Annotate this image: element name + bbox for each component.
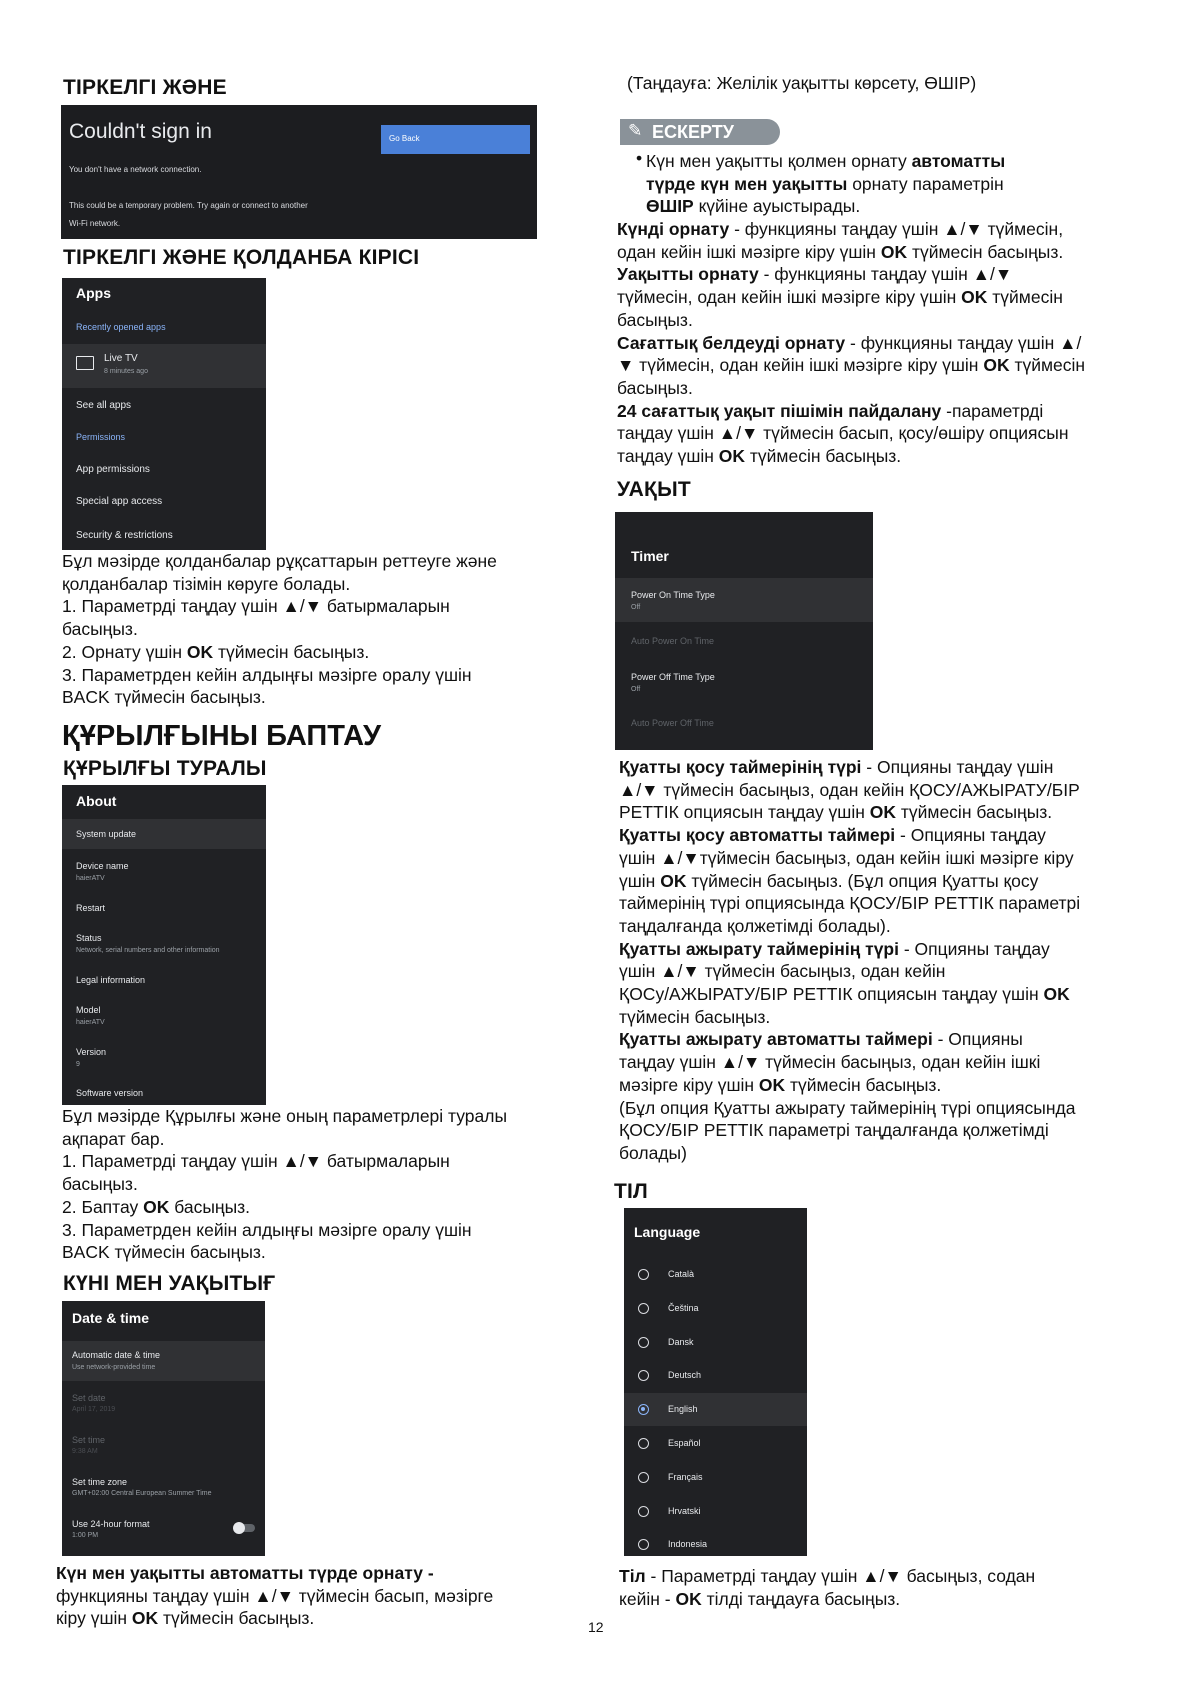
options-line: (Таңдауға: Желілік уақытты көрсету, ӨШІР) — [627, 73, 977, 93]
apps-text-3: 1. Параметрді таңдау үшін ▲/▼ батырмаларын — [62, 596, 450, 617]
dt-text-bold: Күн мен уақытты автоматты түрде орнату - — [56, 1563, 434, 1583]
about-title: About — [76, 793, 117, 809]
h24-1: -параметрді — [941, 400, 1044, 421]
t3-line-4: түймесін басыңыз. — [619, 1006, 771, 1027]
heading-account-apps: ТІРКЕЛГІ ЖӘНЕ ҚОЛДАНБА КІРІСІ — [63, 246, 420, 269]
apps-app-permissions[interactable]: App permissions — [76, 464, 150, 475]
tz-2-post: түймесін — [1009, 355, 1086, 376]
dt-auto-sub: Use network-provided time — [72, 1364, 156, 1371]
page-number: 12 — [588, 1619, 604, 1635]
signin-line2: This could be a temporary problem. Try again or connect to another — [69, 201, 308, 210]
t3-b: Қуатты ажырату таймерінің түрі — [619, 938, 899, 959]
heading-timer: УАҚЫТ — [617, 478, 691, 501]
signin-line1: You don't have a network connection. — [69, 165, 202, 174]
apps-step-3a: 3. Параметрден кейін алдыңғы мәзірге оралу үшін — [62, 664, 472, 685]
lang-item[interactable] — [624, 1495, 807, 1528]
tz-line-3: басыңыз. — [617, 377, 693, 398]
about-system-update: System update — [76, 829, 137, 839]
t3-line-3 — [619, 983, 1179, 1006]
about-screenshot — [62, 785, 266, 1105]
t2-line-2: үшін ▲/▼түймесін басыңыз, одан кейін ішкі мәзірге кіру — [619, 847, 1074, 868]
t4-line-3 — [619, 1074, 1179, 1097]
go-back-button[interactable] — [381, 125, 530, 154]
dt-set-date-sub: April 17, 2019 — [72, 1406, 116, 1413]
t4-b: Қуатты ажырату автоматты таймері — [619, 1029, 933, 1050]
radio-unchecked-icon[interactable] — [638, 1337, 649, 1348]
about-step2-pre: 2. Баптау — [62, 1196, 144, 1217]
t3-1: - Опцияны таңдау — [898, 938, 1050, 959]
about-status[interactable]: Status — [76, 933, 102, 943]
radio-unchecked-icon[interactable] — [638, 1438, 649, 1449]
apps-step2-post: түймесін басыңыз. — [213, 641, 370, 662]
note-tag — [620, 119, 780, 145]
lang-item-label: Deutsch — [668, 1370, 702, 1381]
apps-description — [62, 550, 562, 709]
settime-2-post: түймесін — [987, 287, 1063, 308]
ok-1: OK — [880, 241, 908, 262]
timer-pon-type: Power On Time Type — [631, 590, 715, 600]
dt-title: Date & time — [72, 1310, 150, 1326]
t1-3-post: түймесін басыңыз. — [896, 802, 1053, 823]
dt-text3-ok: OK — [131, 1608, 159, 1629]
setdate-line-1 — [617, 218, 1177, 241]
t1-line-3 — [619, 801, 1179, 824]
ok-7: OK — [1043, 984, 1070, 1005]
lang-item[interactable] — [624, 1258, 807, 1291]
note-line-2 — [646, 173, 1146, 196]
apps-text-1: Бұл мәзірде қолданбалар рұқсаттарын реттеуге және — [62, 551, 497, 571]
t4-line-6: болады) — [619, 1142, 687, 1163]
toggle-knob — [233, 1522, 245, 1534]
t4-3-pre: мәзірге кіру үшін — [619, 1074, 759, 1095]
ok-8: OK — [758, 1074, 786, 1095]
lang-line-2 — [619, 1588, 1179, 1611]
apps-live-tv-sub: 8 minutes ago — [104, 368, 148, 375]
timer-pon-type-sub: Off — [631, 604, 641, 611]
t4-line-1 — [619, 1028, 1179, 1051]
t2-3-pre: үшін — [619, 870, 661, 891]
lang-item[interactable] — [624, 1427, 807, 1460]
datetime-description — [56, 1562, 566, 1630]
dt-set-date: Set date — [72, 1393, 106, 1403]
heading-account: ТІРКЕЛГІ ЖӘНЕ — [63, 76, 227, 99]
tv-icon — [76, 356, 94, 370]
dt-text-3 — [56, 1607, 566, 1630]
t1-line-2: ▲/▼ түймесін басыңыз, одан кейін ҚОСУ/АЖЫРАТУ/БІР — [619, 779, 1080, 800]
about-status-sub: Network, serial numbers and other information — [76, 947, 220, 954]
datetime-screenshot — [62, 1301, 265, 1556]
apps-security[interactable]: Security & restrictions — [76, 530, 173, 541]
lang-item-label: Français — [668, 1471, 703, 1482]
apps-title: Apps — [76, 285, 111, 301]
t4-1: - Опцияны — [932, 1029, 1023, 1050]
timer-auto-poff: Auto Power Off Time — [631, 718, 714, 728]
dt-text3-pre: кіру үшін — [56, 1608, 132, 1629]
t4-line-2: таңдау үшін ▲/▼ түймесін басыңыз, одан кейін ішкі — [619, 1052, 1041, 1073]
t4-line-4: (Бұл опция Қуатты ажырату таймерінің түрі опциясында — [619, 1097, 1076, 1118]
apps-step2-pre: 2. Орнату үшін — [62, 641, 187, 662]
setdate-b: Күнді орнату — [617, 219, 730, 239]
tz-b: Сағаттық белдеуді орнату — [617, 332, 846, 353]
bullet-icon: • — [636, 148, 643, 168]
about-device-name[interactable]: Device name — [76, 861, 129, 871]
radio-unchecked-icon[interactable] — [638, 1303, 649, 1314]
tz-line-2 — [617, 354, 1177, 377]
settime-line-3: басыңыз. — [617, 309, 693, 330]
radio-unchecked-icon[interactable] — [638, 1472, 649, 1483]
lang-1: - Параметрді таңдау үшін ▲/▼ басыңыз, содан — [645, 1566, 1036, 1586]
pencil-icon: ✎ — [628, 121, 643, 140]
note-mid: орнату параметрін — [847, 173, 1004, 194]
t1-line-1 — [619, 756, 1179, 779]
lang-line-1 — [619, 1565, 1179, 1588]
lang-item-label: Indonesia — [668, 1539, 708, 1550]
note-b1: автоматты — [911, 151, 1006, 171]
note-post: күйіне ауыстырады. — [693, 196, 861, 217]
t4-3-post: түймесін басыңыз. — [785, 1074, 942, 1095]
about-text-4: басыңыз. — [62, 1174, 138, 1195]
lang-item[interactable] — [624, 1292, 807, 1325]
timer-description — [619, 756, 1179, 1165]
t3-line-2: үшін ▲/▼ түймесін басыңыз, одан кейін — [619, 961, 946, 982]
radio-unchecked-icon[interactable] — [638, 1539, 649, 1550]
lang-title: Language — [634, 1224, 701, 1240]
timer-poff-type-sub: Off — [631, 686, 641, 693]
radio-unchecked-icon[interactable] — [638, 1370, 649, 1381]
about-step2-post: басыңыз. — [169, 1196, 251, 1217]
language-description — [619, 1565, 1179, 1610]
lang-b: Тіл — [619, 1566, 646, 1586]
datetime-options-text — [617, 218, 1177, 468]
dt-text3-post: түймесін басыңыз. — [158, 1608, 315, 1629]
t4-line-5: ҚОСУ/БІР РЕТТІК параметрі таңдалғанда қолжетімді — [619, 1120, 1049, 1141]
timer-screenshot — [615, 512, 873, 750]
tz-2-pre: ▼ түймесін, одан кейін ішкі мәзірге кіру үшін — [617, 355, 984, 376]
ok-9: OK — [675, 1588, 702, 1609]
note-b3: ӨШІР — [646, 196, 694, 217]
setdate-2-post: түймесін басыңыз. — [907, 241, 1064, 262]
apps-step-3b: BACK түймесін басыңыз. — [62, 687, 266, 708]
about-model-sub: haierATV — [76, 1019, 105, 1026]
lang-item[interactable] — [624, 1393, 807, 1426]
language-screenshot — [624, 1208, 807, 1556]
apps-text-4: басыңыз. — [62, 619, 138, 640]
h24-3-post: түймесін басыңыз. — [745, 446, 902, 467]
lang-item-label: Español — [668, 1438, 701, 1448]
ok-2: OK — [961, 287, 988, 308]
about-system-update-row[interactable] — [62, 819, 266, 849]
note-body — [636, 148, 1146, 218]
lang-item-label: Čeština — [668, 1302, 699, 1313]
ok-6: OK — [660, 870, 687, 891]
h24-line-2: таңдау үшін ▲/▼ түймесін басып, қосу/өшіру опциясын — [617, 423, 1069, 444]
heading-language: ТІЛ — [614, 1180, 648, 1203]
signin-title: Couldn't sign in — [69, 120, 212, 143]
lang-item[interactable] — [624, 1326, 807, 1359]
dt-set-time-sub: 9:38 AM — [72, 1448, 98, 1455]
h24-line-3 — [617, 445, 1177, 468]
apps-step2-ok: OK — [186, 641, 214, 662]
ok-4: OK — [718, 446, 746, 467]
apps-step-2 — [62, 641, 562, 664]
setdate-2-pre: одан кейін ішкі мәзірге кіру үшін — [617, 241, 881, 262]
about-step-2 — [62, 1196, 562, 1219]
about-device-name-sub: haierATV — [76, 875, 105, 882]
apps-live-tv: Live TV — [104, 353, 138, 364]
note-b2: түрде күн мен уақытты — [646, 173, 848, 194]
lang-item-label: Hrvatski — [668, 1505, 701, 1516]
lang-2-pre: кейін - — [619, 1588, 676, 1609]
signin-screenshot — [61, 105, 537, 239]
about-description — [62, 1105, 562, 1264]
settime-b: Уақытты орнату — [617, 264, 759, 285]
about-step2-ok: OK — [143, 1196, 170, 1217]
settime-line-2 — [617, 286, 1177, 309]
lang-item-label: English — [668, 1404, 698, 1415]
t1-1: - Опцияны таңдау үшін — [861, 757, 1054, 777]
lang-2-post: тілді таңдауға басыңыз. — [701, 1588, 901, 1609]
about-text-1: Бұл мәзірде Құрылғы және оның параметрлері туралы — [62, 1106, 508, 1126]
radio-checked-icon[interactable] — [638, 1404, 649, 1415]
dt-auto-row[interactable] — [62, 1341, 265, 1381]
t3-3-pre: ҚОСу/АЖЫРАТУ/БІР РЕТТІК опциясын таңдау үшін — [619, 984, 1044, 1005]
about-step-3b: BACK түймесін басыңыз. — [62, 1242, 266, 1263]
h24-b: 24 сағаттық уақыт пішімін пайдалану — [617, 400, 942, 421]
lang-item-label: Dansk — [668, 1336, 694, 1347]
t3-line-1 — [619, 938, 1179, 961]
settime-2-pre: түймесін, одан кейін ішкі мәзірге кіру үшін — [617, 287, 962, 308]
dt-text-2: функцияны таңдау үшін ▲/▼ түймесін басып, мәзірге — [56, 1585, 494, 1606]
about-legal[interactable]: Legal information — [76, 975, 146, 985]
heading-date-time: КҮНІ МЕН УАҚЫТЫҒ — [63, 1272, 276, 1295]
dt-set-time: Set time — [72, 1435, 106, 1445]
apps-live-tv-row[interactable] — [62, 344, 266, 388]
apps-recent: Recently opened apps — [76, 322, 166, 332]
dt-24h-sub: 1:00 PM — [72, 1532, 99, 1539]
ok-3: OK — [983, 355, 1010, 376]
lang-item[interactable] — [624, 1528, 807, 1556]
about-step-3a: 3. Параметрден кейін алдыңғы мәзірге оралу үшін — [62, 1219, 472, 1240]
ok-5: OK — [869, 802, 897, 823]
setdate-1: - функцияны таңдау үшін ▲/▼ түймесін, — [729, 219, 1064, 239]
lang-item[interactable] — [624, 1461, 807, 1494]
timer-title: Timer — [631, 548, 669, 564]
tz-line-1 — [617, 332, 1177, 355]
timer-poff-type[interactable]: Power Off Time Type — [631, 672, 715, 682]
about-software[interactable]: Software version — [76, 1088, 144, 1098]
go-back-label: Go Back — [389, 134, 420, 143]
t2-b: Қуатты қосу автоматты таймері — [619, 825, 896, 846]
h24-3-pre: таңдау үшін — [617, 446, 719, 467]
t1-b: Қуатты қосу таймерінің түрі — [619, 757, 862, 777]
dt-tz[interactable]: Set time zone — [72, 1477, 128, 1487]
dt-tz-sub: GMT+02:00 Central European Summer Time — [72, 1490, 212, 1497]
apps-screenshot — [62, 278, 266, 550]
t2-line-1 — [619, 824, 1179, 847]
about-text-3: 1. Параметрді таңдау үшін ▲/▼ батырмаларын — [62, 1151, 450, 1172]
h24-line-1 — [617, 400, 1177, 423]
settime-line-1 — [617, 263, 1177, 286]
apps-text-2: қолданбалар тізімін көруге болады. — [62, 573, 351, 594]
t2-line-5: таңдалғанда қолжетімді болады). — [619, 915, 891, 936]
t2-1: - Опцияны таңдау — [895, 825, 1046, 846]
about-model[interactable]: Model — [76, 1005, 101, 1015]
dt-24h-toggle[interactable] — [235, 1524, 255, 1532]
t2-line-4: таймерінің түрі опциясында ҚОСУ/БІР РЕТТІК параметрі — [619, 893, 1081, 914]
radio-unchecked-icon[interactable] — [638, 1506, 649, 1517]
t1-3-pre: РЕТТІК опциясын таңдау үшін — [619, 802, 870, 823]
note-label: ЕСКЕРТУ — [652, 122, 734, 142]
setdate-line-2 — [617, 241, 1177, 264]
t2-line-3 — [619, 870, 1179, 893]
note-pre: Күн мен уақытты қолмен орнату — [646, 151, 912, 171]
heading-device-settings: ҚҰРЫЛҒЫНЫ БАПТАУ — [62, 720, 382, 752]
about-version-sub: 9 — [76, 1061, 80, 1068]
signin-line3: Wi-Fi network. — [69, 219, 121, 228]
about-version[interactable]: Version — [76, 1047, 107, 1057]
lang-item[interactable] — [624, 1359, 807, 1392]
timer-auto-pon: Auto Power On Time — [631, 636, 715, 646]
t2-3-post: түймесін басыңыз. (Бұл опция Қуатты қосу — [686, 870, 1039, 891]
apps-permissions: Permissions — [76, 432, 126, 442]
dt-auto: Automatic date & time — [72, 1350, 161, 1360]
about-text-2: ақпарат бар. — [62, 1128, 165, 1149]
heading-about-device: ҚҰРЫЛҒЫ ТУРАЛЫ — [63, 757, 267, 780]
radio-unchecked-icon[interactable] — [638, 1269, 649, 1280]
timer-pon-type-row[interactable] — [615, 578, 873, 622]
tz-1: - функцияны таңдау үшін ▲/ — [845, 332, 1082, 353]
apps-special[interactable]: Special app access — [76, 496, 163, 507]
settime-1: - функцияны таңдау үшін ▲/▼ — [758, 264, 1013, 285]
note-line-3 — [646, 195, 1146, 218]
lang-item-label: Català — [668, 1269, 695, 1279]
dt-24h: Use 24-hour format — [72, 1519, 150, 1529]
about-restart[interactable]: Restart — [76, 903, 106, 913]
note-line-1 — [636, 148, 1146, 173]
apps-see-all[interactable]: See all apps — [76, 400, 132, 411]
